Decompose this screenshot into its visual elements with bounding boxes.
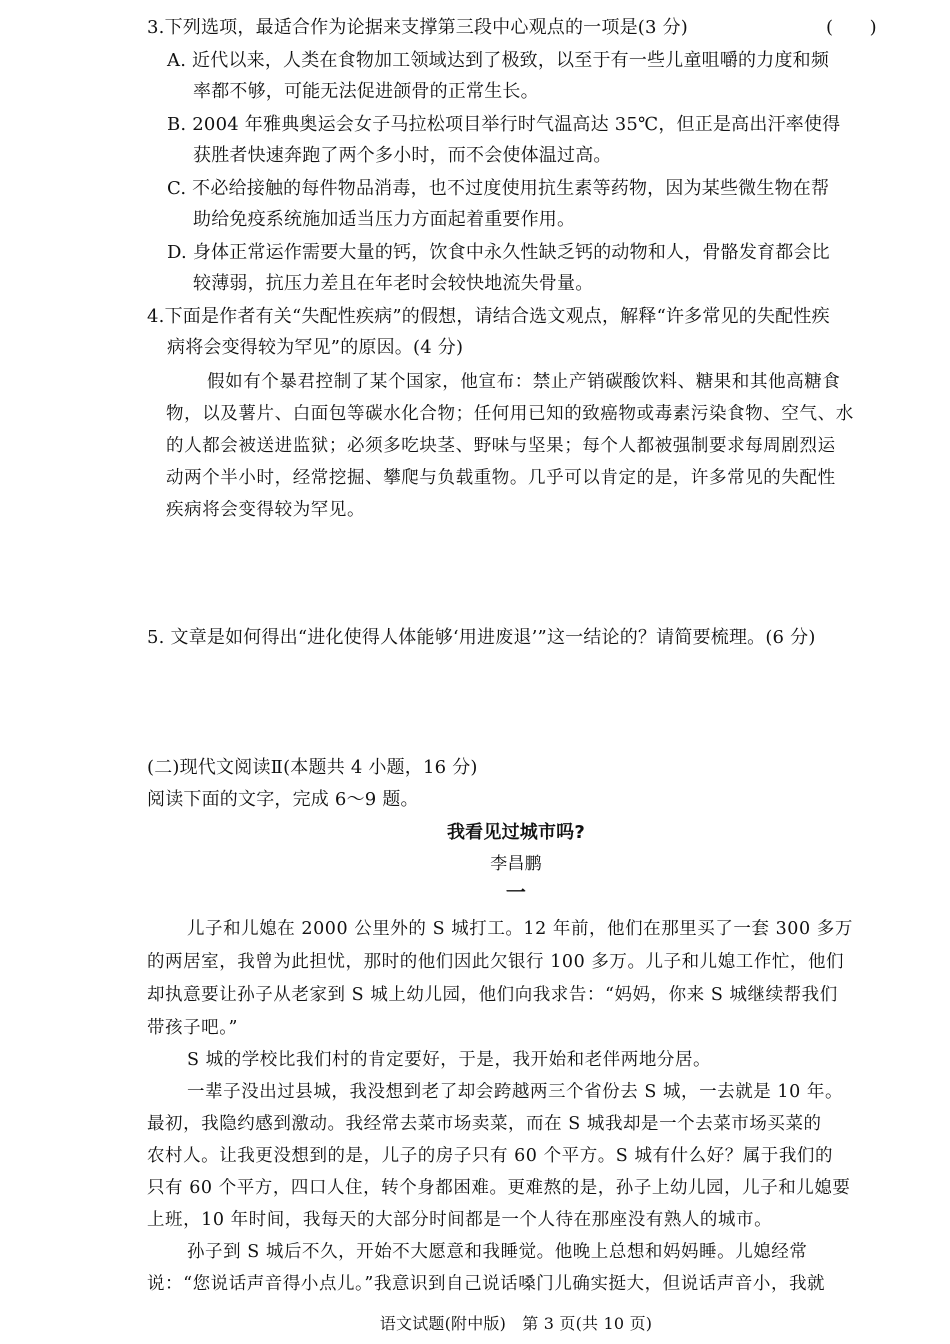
article-line-1: 儿子和儿媳在 2000 公里外的 S 城打工。12 年前，他们在那里买了一套 300 多万 xyxy=(187,919,853,939)
q3-option-c-line2: 助给免疫系统施加适当压力方面起着重要作用。 xyxy=(193,209,576,230)
page-footer: 语文试题(附中版) 第 3 页(共 10 页) xyxy=(379,1314,653,1333)
q4-passage-line5: 疾病将会变得较为罕见。 xyxy=(166,500,366,520)
q3-stem: 3.下列选项，最适合作为论据来支撑第三段中心观点的一项是(3 分) xyxy=(147,17,688,38)
section2-heading: (二)现代文阅读Ⅱ(本题共 4 小题，16 分) xyxy=(147,757,478,778)
q3-option-a-line2: 率都不够，可能无法促进颌骨的正常生长。 xyxy=(193,81,539,102)
article-line-6: 一辈子没出过县城，我没想到老了却会跨越两三个省份去 S 城，一去就是 10 年。 xyxy=(187,1082,844,1102)
q4-passage-line1: 假如有个暴君控制了某个国家，他宣布：禁止产销碳酸饮料、糖果和其他高糖食 xyxy=(207,372,841,392)
section2-instruction: 阅读下面的文字，完成 6～9 题。 xyxy=(147,789,419,810)
q3-option-b-line2: 获胜者快速奔跑了两个多小时，而不会使体温过高。 xyxy=(193,145,612,166)
q4-passage-line4: 动两个半小时，经常挖掘、攀爬与负载重物。几乎可以肯定的是，许多常见的失配性 xyxy=(166,468,836,488)
article-line-11: 孙子到 S 城后不久，开始不大愿意和我睡觉。他晚上总想和妈妈睡。儿媳经常 xyxy=(187,1242,808,1262)
q4-passage-line3: 的人都会被送进监狱；必须多吃块茎、野味与坚果；每个人都被强制要求每周剧烈运 xyxy=(166,436,836,456)
q3-answer-blank: ( ) xyxy=(826,17,877,38)
article-line-7: 最初，我隐约感到激动。我经常去菜市场卖菜，而在 S 城我却是一个去菜市场买菜的 xyxy=(147,1114,822,1134)
q3-option-d-line1: D. 身体正常运作需要大量的钙，饮食中永久性缺乏钙的动物和人，骨骼发育都会比 xyxy=(167,242,830,263)
article-title: 我看见过城市吗? xyxy=(446,822,586,843)
article-author: 李昌鹏 xyxy=(490,854,542,874)
q4-passage-line2: 物，以及薯片、白面包等碳水化合物；任何用已知的致癌物或毒素污染食物、空气、水 xyxy=(166,404,854,424)
article-line-9: 只有 60 个平方，四口人住，转个身都困难。更难熬的是，孙子上幼儿园，儿子和儿媳要 xyxy=(147,1178,851,1198)
q3-option-d-line2: 较薄弱，抗压力差且在年老时会较快地流失骨量。 xyxy=(193,273,594,294)
article-line-8: 农村人。让我更没想到的是，儿子的房子只有 60 个平方。S 城有什么好？属于我们的 xyxy=(147,1146,833,1166)
q5-stem: 5. 文章是如何得出“进化使得人体能够‘用进废退’”这一结论的？请简要梳理。(6 分) xyxy=(147,627,816,648)
q4-stem-line1: 4.下面是作者有关“失配性疾病”的假想，请结合选文观点，解释“许多常见的失配性疾 xyxy=(147,306,830,327)
article-line-12: 说：“您说话声音得小点儿。”我意识到自己说话嗓门儿确实挺大，但说话声音小，我就 xyxy=(147,1274,826,1294)
article-part-number: 一 xyxy=(505,880,527,904)
q3-option-c-line1: C. 不必给接触的每件物品消毒，也不过度使用抗生素等药物，因为某些微生物在帮 xyxy=(167,178,830,199)
article-line-3: 却执意要让孙子从老家到 S 城上幼儿园，他们向我求告：“妈妈，你来 S 城继续帮我们 xyxy=(147,985,838,1005)
article-line-10: 上班，10 年时间，我每天的大部分时间都是一个人待在那座没有熟人的城市。 xyxy=(147,1210,773,1230)
q3-option-a-line1: A. 近代以来，人类在食物加工领域达到了极致，以至于有一些儿童咀嚼的力度和频 xyxy=(167,50,830,71)
article-line-4: 带孩子吧。” xyxy=(147,1018,238,1038)
q3-option-b-line1: B. 2004 年雅典奥运会女子马拉松项目举行时气温高达 35℃，但正是高出汗率使得 xyxy=(167,114,841,135)
article-line-5: S 城的学校比我们村的肯定要好，于是，我开始和老伴两地分居。 xyxy=(187,1050,712,1070)
article-line-2: 的两居室，我曾为此担忧，那时的他们因此欠银行 100 多万。儿子和儿媳工作忙，他们 xyxy=(147,952,845,972)
q4-stem-line2: 病将会变得较为罕见”的原因。(4 分) xyxy=(167,337,464,358)
